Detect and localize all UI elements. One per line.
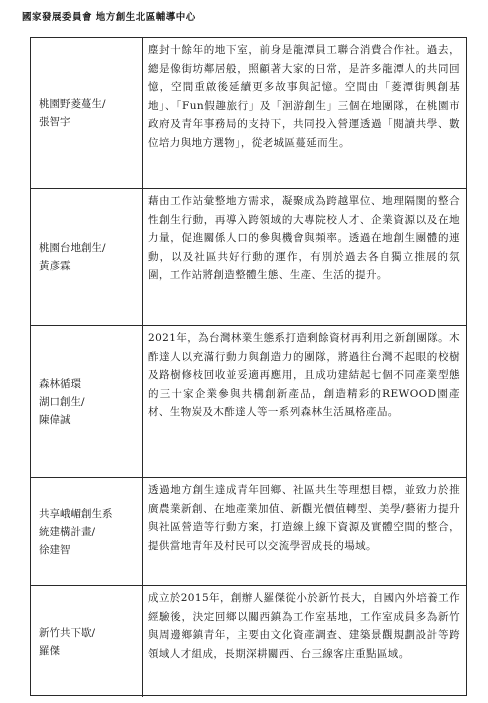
table-row [31,586,466,697]
team-name-cell [31,478,143,585]
team-name-cell [31,586,143,697]
team-name-cell [31,189,143,325]
team-name: 共享峨嵋創生系 統建構計畫/ 徐建智 [39,507,113,556]
team-description: 2021年，為台灣林業生態系打造剩餘資材再利用之新創團隊。木酢達人以充滿行動力與創造力的團隊，將過往台灣不起眼的校樹及路樹修枝回收並妥適再應用，且成功建結起七個不同產業型態的三十家企業參與共構創新產品，創造精彩的REWOOD園產材、生物炭及木酢達人等一系列森林生活風格產品。 [148,332,460,419]
table-row [31,38,466,189]
team-name: 桃園台地創生/ 黃彥霖 [39,242,106,272]
team-description: 成立於2015年，創辦人羅傑從小於新竹長大，自國內外培養工作經驗後，決定回鄉以關西鎮為工作室基地，工作室成員多為新竹與周邊鄉鎮青年，主要由文化資產調查、建築景觀規劃設計等跨領域人才組成，長期深耕關西、台三線客庄重點區域。 [148,592,460,660]
team-name-cell [31,38,143,188]
team-name-cell [31,326,143,477]
team-name: 桃園野菱蔓生/ 張智宇 [39,98,106,128]
team-name: 森林循環 湖口創生/ 陳偉誠 [39,377,85,426]
table-row [31,189,466,326]
team-name: 新竹共下歇/ 羅傑 [39,626,96,657]
team-description: 藉由工作站彙整地方需求，凝聚成為跨越單位、地理隔閡的整合性創生行動，再導入跨領域的大專院校人才、企業資源以及在地力量，促進關係人口的參與機會與頻率。透過在地創生團體的連動，以及社區共好行動的運作，有別於過去各自獨立推展的氛圍，工作站將創造整體生態、生產、生活的提升。 [148,195,460,282]
team-description: 塵封十餘年的地下室，前身是龍潭員工聯合消費合作社。過去，總是像街坊鄰居般，照顧著大家的日常，是許多龍潭人的共同回憶，空間重啟後延續更多故事與記憶。空間由「菱潭街興創基地」、「Fun假趣旅行」及「洄游創生」三個在地團隊，在桃園市政府及青年事務局的支持下，共同投入營運透過「閱讀共學、數位培力與地方選物」，從老城區蔓延而生。 [148,44,460,149]
team-description: 透過地方創生達成青年回鄉、社區共生等理想目標，並致力於推廣農業新創、在地產業加值、新觀光價值轉型、美學/藝術力提升與社區營造等行動方案，打造線上線下資源及實體空間的整合，提供當地青年及村民可以交流學習成長的場域。 [148,484,460,552]
table-row [31,478,466,586]
team-table [30,37,467,696]
table-row [31,326,466,478]
page-header: 國家發展委員會 地方創生北區輔導中心 [22,12,196,23]
